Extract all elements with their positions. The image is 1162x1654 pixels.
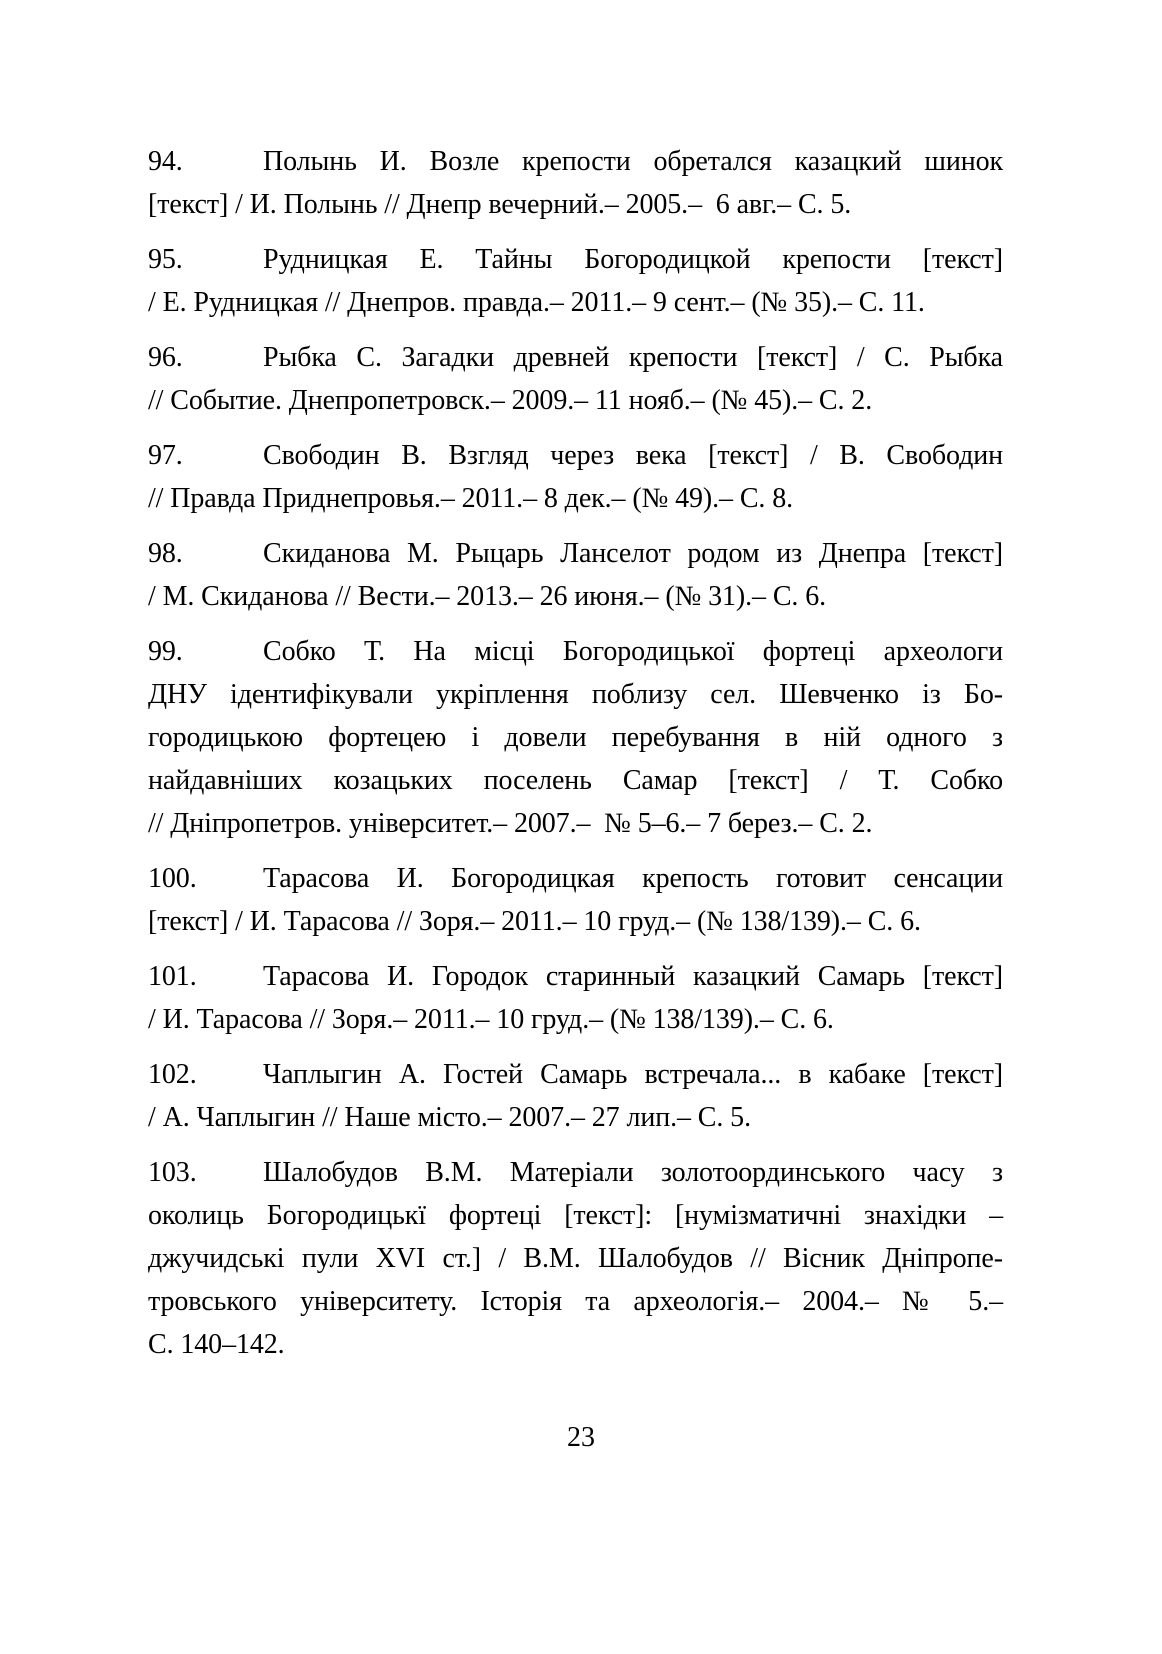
- bib-entry: [148, 238, 1003, 324]
- bib-line: 101. Тарасова И. Городок старинный казацкий Самарь [текст]: [148, 955, 1003, 998]
- entry-number: 94.: [148, 146, 183, 177]
- bib-line: [текст] / И. Тарасова // Зоря.– 2011.– 10 груд.– (№ 138/139).– С. 6.: [148, 906, 921, 937]
- bib-entry: [148, 1151, 1003, 1366]
- bib-line: тровського університету. Історія та археологія.– 2004.– № 5.–: [148, 1286, 1003, 1317]
- bib-entry: [148, 630, 1003, 845]
- bib-line: околиць Богородицькї фортеці [текст]: [нумізматичні знахідки –: [148, 1200, 1003, 1231]
- bib-line: 102. Чаплыгин А. Гостей Самарь встречала... в кабаке [текст]: [148, 1053, 1003, 1096]
- bib-line: 100. Тарасова И. Богородицкая крепость готовит сенсации: [148, 857, 1003, 900]
- entry-number: 96.: [148, 342, 183, 373]
- bib-line: [текст] / И. Полынь // Днепр вечерний.– 2005.– 6 авг.– С. 5.: [148, 189, 852, 220]
- bib-line: 98. Скиданова М. Рыцарь Ланселот родом из Днепра [текст]: [148, 532, 1003, 575]
- bib-entry: [148, 1053, 1003, 1139]
- bib-line: С. 140–142.: [148, 1329, 285, 1360]
- entry-number: 99.: [148, 636, 183, 667]
- bib-line: городицькою фортецею і довели перебування в ній одного з: [148, 722, 1003, 753]
- bib-line: 103. Шалобудов В.М. Матеріали золотоординського часу з: [148, 1151, 1003, 1194]
- bib-line: 96. Рыбка С. Загадки древней крепости [текст] / С. Рыбка: [148, 336, 1003, 379]
- bib-line: 94. Полынь И. Возле крепости обретался казацкий шинок: [148, 140, 1003, 183]
- bib-entry: [148, 434, 1003, 520]
- bib-line: 95. Рудницкая Е. Тайны Богородицкой крепости [текст]: [148, 238, 1003, 281]
- bib-line: найдавніших козацьких поселень Самар [текст] / Т. Собко: [148, 765, 1003, 796]
- page-number-footer: [0, 1416, 1162, 1459]
- bib-line: / А. Чаплыгин // Наше місто.– 2007.– 27 лип.– С. 5.: [148, 1102, 751, 1133]
- entry-number: 97.: [148, 440, 183, 471]
- bib-line: джучидські пули XVI ст.] / В.М. Шалобудов // Вісник Дніпропе-: [148, 1243, 1003, 1274]
- entry-number: 103.: [148, 1157, 197, 1188]
- bibliography-list: [148, 140, 1003, 1366]
- page-number: 23: [567, 1422, 595, 1453]
- entry-number: 100.: [148, 863, 197, 894]
- bib-line: 99. Собко Т. На місці Богородицької фортеці археологи: [148, 630, 1003, 673]
- bib-entry: [148, 857, 1003, 943]
- bib-line: // Правда Приднепровья.– 2011.– 8 дек.– (№ 49).– С. 8.: [148, 483, 793, 514]
- entry-number: 98.: [148, 538, 183, 569]
- entry-number: 95.: [148, 244, 183, 275]
- entry-number: 101.: [148, 961, 197, 992]
- bib-line: // Дніпропетров. університет.– 2007.– № 5–6.– 7 берез.– С. 2.: [148, 808, 873, 839]
- bib-entry: [148, 532, 1003, 618]
- bib-entry: [148, 336, 1003, 422]
- bib-line: 97. Свободин В. Взгляд через века [текст] / В. Свободин: [148, 434, 1003, 477]
- bib-entry: [148, 955, 1003, 1041]
- bib-line: / И. Тарасова // Зоря.– 2011.– 10 груд.– (№ 138/139).– С. 6.: [148, 1004, 834, 1035]
- bib-entry: [148, 140, 1003, 226]
- entry-number: 102.: [148, 1059, 197, 1090]
- bib-line: // Событие. Днепропетровск.– 2009.– 11 нояб.– (№ 45).– С. 2.: [148, 385, 873, 416]
- bib-line: / М. Скиданова // Вести.– 2013.– 26 июня.– (№ 31).– С. 6.: [148, 581, 826, 612]
- bib-line: / Е. Рудницкая // Днепров. правда.– 2011.– 9 сент.– (№ 35).– С. 11.: [148, 287, 925, 318]
- bib-line: ДНУ ідентифікували укріплення поблизу сел. Шевченко із Бо-: [148, 679, 1003, 710]
